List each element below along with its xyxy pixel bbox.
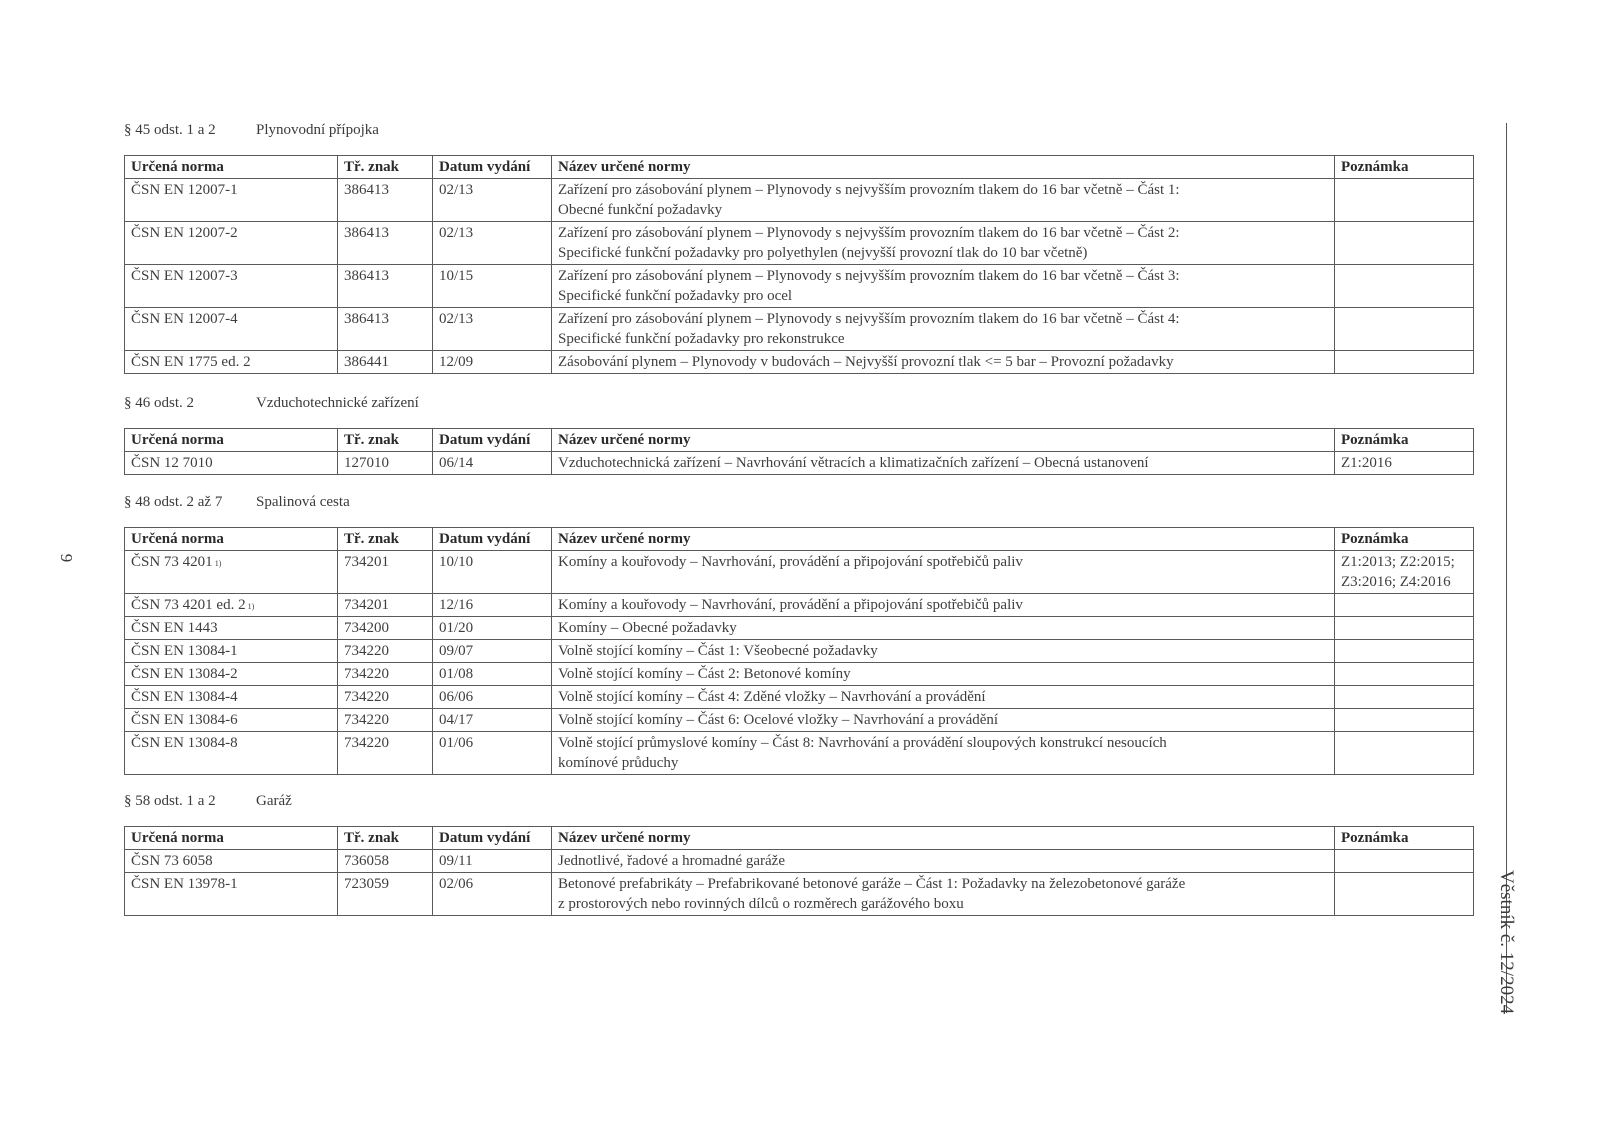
cell-class-code: 734220 <box>338 640 433 663</box>
cell-note <box>1335 222 1474 265</box>
norm-code: ČSN EN 13084-2 <box>131 666 238 682</box>
note-line: Z1:2016 <box>1341 455 1392 471</box>
norms-table <box>124 826 1474 916</box>
title-line: komínové průduchy <box>558 755 679 771</box>
header-issue-date: Datum vydání <box>433 827 552 850</box>
cell-class-code: 386413 <box>338 222 433 265</box>
cell-note <box>1335 594 1474 617</box>
norm-code: ČSN EN 13084-4 <box>131 689 238 705</box>
norm-code: ČSN 73 4201 <box>131 554 213 570</box>
footnote-marker: 1) <box>214 559 222 568</box>
cell-norm <box>125 663 338 686</box>
table-row <box>125 452 1474 475</box>
header-norm-title: Název určené normy <box>552 429 1335 452</box>
cell-norm-title <box>552 686 1335 709</box>
cell-norm-title <box>552 617 1335 640</box>
cell-note <box>1335 663 1474 686</box>
cell-norm <box>125 617 338 640</box>
cell-norm-title <box>552 709 1335 732</box>
title-line: Zařízení pro zásobování plynem – Plynovody s nejvyšším provozním tlakem do 16 bar včetně – Část 4: <box>558 311 1180 327</box>
cell-issue-date: 06/06 <box>433 686 552 709</box>
cell-norm <box>125 179 338 222</box>
table-row <box>125 709 1474 732</box>
norm-code: ČSN 73 6058 <box>131 853 213 869</box>
cell-issue-date: 10/10 <box>433 551 552 594</box>
cell-norm-title <box>552 265 1335 308</box>
cell-issue-date: 12/16 <box>433 594 552 617</box>
cell-norm <box>125 308 338 351</box>
norms-table <box>124 527 1474 775</box>
cell-note <box>1335 640 1474 663</box>
header-class-code: Tř. znak <box>338 827 433 850</box>
title-line: Jednotlivé, řadové a hromadné garáže <box>558 853 785 869</box>
cell-norm-title <box>552 640 1335 663</box>
header-class-code: Tř. znak <box>338 429 433 452</box>
title-line: Betonové prefabrikáty – Prefabrikované betonové garáže – Část 1: Požadavky na železobetonové garáže <box>558 876 1186 892</box>
header-note: Poznámka <box>1335 827 1474 850</box>
cell-issue-date: 12/09 <box>433 351 552 374</box>
table-row <box>125 551 1474 594</box>
page-number: 9 <box>57 553 76 563</box>
cell-norm <box>125 222 338 265</box>
cell-issue-date: 02/13 <box>433 308 552 351</box>
table-row <box>125 179 1474 222</box>
table-row <box>125 222 1474 265</box>
cell-norm <box>125 265 338 308</box>
header-note: Poznámka <box>1335 156 1474 179</box>
cell-class-code: 734220 <box>338 663 433 686</box>
table-row <box>125 873 1474 916</box>
section-reference: § 58 odst. 1 a 2 <box>124 793 216 809</box>
header-norm: Určená norma <box>125 827 338 850</box>
cell-note <box>1335 179 1474 222</box>
section-name: Garáž <box>256 793 292 809</box>
header-norm-title: Název určené normy <box>552 827 1335 850</box>
cell-norm <box>125 709 338 732</box>
section-reference: § 46 odst. 2 <box>124 395 195 411</box>
title-line: z prostorových nebo rovinných dílců o rozměrech garážového boxu <box>558 896 964 912</box>
table-row <box>125 686 1474 709</box>
cell-class-code: 723059 <box>338 873 433 916</box>
cell-note <box>1335 351 1474 374</box>
cell-norm <box>125 850 338 873</box>
table-row <box>125 351 1474 374</box>
cell-norm <box>125 686 338 709</box>
cell-issue-date: 09/11 <box>433 850 552 873</box>
cell-issue-date: 09/07 <box>433 640 552 663</box>
section-name: Spalinová cesta <box>256 494 350 510</box>
cell-class-code: 386413 <box>338 179 433 222</box>
cell-norm <box>125 594 338 617</box>
cell-class-code: 734200 <box>338 617 433 640</box>
header-note: Poznámka <box>1335 429 1474 452</box>
header-class-code: Tř. znak <box>338 528 433 551</box>
cell-norm <box>125 640 338 663</box>
cell-class-code: 734201 <box>338 594 433 617</box>
title-line: Volně stojící průmyslové komíny – Část 8: Navrhování a provádění sloupových konstrukcí nesoucích <box>558 735 1167 751</box>
cell-note <box>1335 265 1474 308</box>
header-norm: Určená norma <box>125 156 338 179</box>
norm-code: ČSN EN 13084-8 <box>131 735 238 751</box>
footnote-marker: 1) <box>247 602 255 611</box>
norm-code: ČSN EN 12007-2 <box>131 225 238 241</box>
section-reference: § 48 odst. 2 až 7 <box>124 494 223 510</box>
title-line: Komíny a kouřovody – Navrhování, provádění a připojování spotřebičů paliv <box>558 597 1023 613</box>
title-line: Volně stojící komíny – Část 4: Zděné vložky – Navrhování a provádění <box>558 689 986 705</box>
note-line: Z3:2016; Z4:2016 <box>1341 574 1451 590</box>
table-row <box>125 594 1474 617</box>
cell-norm-title <box>552 222 1335 265</box>
cell-issue-date: 10/15 <box>433 265 552 308</box>
table-row <box>125 640 1474 663</box>
cell-norm-title <box>552 850 1335 873</box>
cell-norm-title <box>552 551 1335 594</box>
norm-code: ČSN EN 12007-1 <box>131 182 238 198</box>
section-heading <box>124 791 292 811</box>
title-line: Zásobování plynem – Plynovody v budovách – Nejvyšší provozní tlak <= 5 bar – Provozní požadavky <box>558 354 1174 370</box>
norms-table <box>124 428 1474 475</box>
header-issue-date: Datum vydání <box>433 429 552 452</box>
cell-issue-date: 01/06 <box>433 732 552 775</box>
cell-norm-title <box>552 351 1335 374</box>
table-row <box>125 663 1474 686</box>
norm-code: ČSN EN 1443 <box>131 620 218 636</box>
table-row <box>125 617 1474 640</box>
title-line: Zařízení pro zásobování plynem – Plynovody s nejvyšším provozním tlakem do 16 bar včetně – Část 1: <box>558 182 1180 198</box>
cell-class-code: 386441 <box>338 351 433 374</box>
cell-class-code: 734201 <box>338 551 433 594</box>
cell-note <box>1335 308 1474 351</box>
header-class-code: Tř. znak <box>338 156 433 179</box>
header-norm: Určená norma <box>125 429 338 452</box>
cell-norm <box>125 551 338 594</box>
cell-note <box>1335 452 1474 475</box>
cell-class-code: 734220 <box>338 709 433 732</box>
title-line: Zařízení pro zásobování plynem – Plynovody s nejvyšším provozním tlakem do 16 bar včetně – Část 3: <box>558 268 1180 284</box>
header-norm-title: Název určené normy <box>552 156 1335 179</box>
table-header-row <box>125 156 1474 179</box>
norm-code: ČSN EN 12007-4 <box>131 311 238 327</box>
title-line: Vzduchotechnická zařízení – Navrhování větracích a klimatizačních zařízení – Obecná ustanovení <box>558 455 1149 471</box>
table-header-row <box>125 528 1474 551</box>
cell-note <box>1335 686 1474 709</box>
table-row <box>125 308 1474 351</box>
cell-note <box>1335 617 1474 640</box>
cell-class-code: 734220 <box>338 732 433 775</box>
header-issue-date: Datum vydání <box>433 528 552 551</box>
title-line: Volně stojící komíny – Část 2: Betonové komíny <box>558 666 851 682</box>
cell-issue-date: 02/06 <box>433 873 552 916</box>
cell-note <box>1335 709 1474 732</box>
cell-issue-date: 02/13 <box>433 222 552 265</box>
cell-norm-title <box>552 594 1335 617</box>
title-line: Volně stojící komíny – Část 6: Ocelové vložky – Navrhování a provádění <box>558 712 999 728</box>
norm-code: ČSN 12 7010 <box>131 455 213 471</box>
norm-code: ČSN EN 12007-3 <box>131 268 238 284</box>
norms-table <box>124 155 1474 374</box>
cell-norm-title <box>552 873 1335 916</box>
title-line: Komíny a kouřovody – Navrhování, provádění a připojování spotřebičů paliv <box>558 554 1023 570</box>
cell-note <box>1335 732 1474 775</box>
note-line: Z1:2013; Z2:2015; <box>1341 554 1455 570</box>
section-heading <box>124 492 350 512</box>
title-line: Komíny – Obecné požadavky <box>558 620 737 636</box>
cell-norm <box>125 732 338 775</box>
cell-norm-title <box>552 663 1335 686</box>
header-norm-title: Název určené normy <box>552 528 1335 551</box>
section-name: Plynovodní přípojka <box>256 122 379 138</box>
table-header-row <box>125 827 1474 850</box>
title-line: Volně stojící komíny – Část 1: Všeobecné požadavky <box>558 643 878 659</box>
header-norm: Určená norma <box>125 528 338 551</box>
cell-class-code: 734220 <box>338 686 433 709</box>
cell-class-code: 386413 <box>338 265 433 308</box>
cell-norm <box>125 452 338 475</box>
cell-note <box>1335 873 1474 916</box>
header-note: Poznámka <box>1335 528 1474 551</box>
cell-class-code: 736058 <box>338 850 433 873</box>
cell-note <box>1335 551 1474 594</box>
table-row <box>125 265 1474 308</box>
cell-norm <box>125 351 338 374</box>
section-reference: § 45 odst. 1 a 2 <box>124 122 216 138</box>
cell-class-code: 386413 <box>338 308 433 351</box>
table-row <box>125 732 1474 775</box>
section-heading <box>124 393 419 413</box>
cell-norm-title <box>552 732 1335 775</box>
title-line: Specifické funkční požadavky pro polyethylen (nejvyšší provozní tlak do 10 bar včetně) <box>558 245 1088 261</box>
header-issue-date: Datum vydání <box>433 156 552 179</box>
title-line: Specifické funkční požadavky pro rekonstrukce <box>558 331 845 347</box>
cell-norm-title <box>552 452 1335 475</box>
journal-title: Věstník č. 12/2024 <box>1496 870 1517 1015</box>
cell-issue-date: 04/17 <box>433 709 552 732</box>
cell-issue-date: 06/14 <box>433 452 552 475</box>
cell-issue-date: 01/08 <box>433 663 552 686</box>
cell-class-code: 127010 <box>338 452 433 475</box>
title-line: Zařízení pro zásobování plynem – Plynovody s nejvyšším provozním tlakem do 16 bar včetně – Část 2: <box>558 225 1180 241</box>
norm-code: ČSN 73 4201 ed. 2 <box>131 597 246 613</box>
cell-norm <box>125 873 338 916</box>
cell-norm-title <box>552 308 1335 351</box>
title-line: Specifické funkční požadavky pro ocel <box>558 288 793 304</box>
title-line: Obecné funkční požadavky <box>558 202 723 218</box>
section-name: Vzduchotechnické zařízení <box>256 395 419 411</box>
section-heading <box>124 120 379 140</box>
cell-issue-date: 02/13 <box>433 179 552 222</box>
cell-norm-title <box>552 179 1335 222</box>
table-row <box>125 850 1474 873</box>
norm-code: ČSN EN 13084-6 <box>131 712 238 728</box>
table-header-row <box>125 429 1474 452</box>
norm-code: ČSN EN 13978-1 <box>131 876 238 892</box>
cell-issue-date: 01/20 <box>433 617 552 640</box>
norm-code: ČSN EN 1775 ed. 2 <box>131 354 251 370</box>
cell-note <box>1335 850 1474 873</box>
norm-code: ČSN EN 13084-1 <box>131 643 238 659</box>
